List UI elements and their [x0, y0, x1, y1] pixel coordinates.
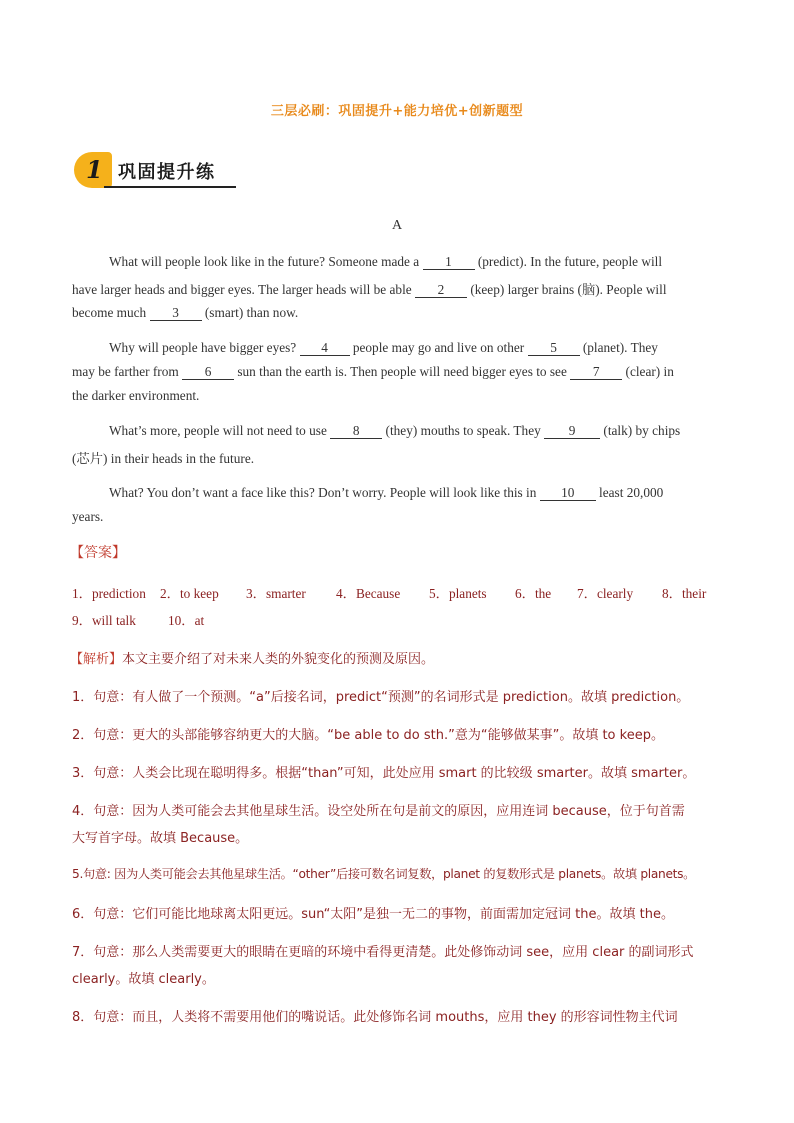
- passage-text: (talk) by chips: [600, 423, 681, 438]
- answer-item: 5．planets: [429, 586, 487, 601]
- section-header: [74, 152, 236, 188]
- passage-text: (predict). In the future, people will: [474, 254, 663, 269]
- passage-text: (keep) larger brains (脑). People will: [467, 282, 667, 297]
- answer-item: 3．smarter: [246, 586, 306, 601]
- blank-7: 7: [570, 364, 622, 380]
- answer-item: 6．the: [515, 586, 552, 601]
- blank-9: 9: [544, 423, 600, 439]
- passage-text: Why will people have bigger eyes?: [109, 340, 300, 355]
- passage-text: (clear) in: [622, 364, 674, 379]
- explanation-intro: 本文主要介绍了对未来人类的外貌变化的预测及原因。: [122, 652, 435, 667]
- answer-item: 4．Because: [336, 586, 401, 601]
- section-underline: [104, 186, 236, 188]
- passage-text: What will people look like in the future? Someone made a: [109, 254, 423, 269]
- answer-item: 9．will talk: [72, 613, 136, 628]
- blank-10: 10: [540, 485, 596, 501]
- blank-5: 5: [528, 340, 580, 356]
- passage-line: [109, 340, 658, 356]
- blank-1: 1: [423, 254, 475, 270]
- answers-row: [72, 583, 706, 602]
- passage-line: [72, 305, 298, 321]
- explanation-line: 5.句意: 因为人类可能会去其他星球生活。“other”后接可数名词复数，planet 的复数形式是 planets。故填 planets。: [72, 867, 696, 881]
- blank-3: 3: [150, 305, 202, 321]
- passage-line: [109, 423, 680, 439]
- passage-text: (planet). They: [579, 340, 658, 355]
- passage-text: sun than the earth is. Then people will need bigger eyes to see: [234, 364, 571, 379]
- explanation-line: 7．句意：那么人类需要更大的眼睛在更暗的环境中看得更清楚。此处修饰动词 see，应用 clear 的副词形式: [72, 945, 694, 960]
- passage-text: people may go and live on other: [349, 340, 528, 355]
- passage-line: [72, 364, 674, 380]
- passage-text: (they) mouths to speak. They: [382, 423, 545, 438]
- passage-text: (smart) than now.: [201, 305, 299, 320]
- answer-item: 8．their: [662, 586, 707, 601]
- explanation-line: 大写首字母。故填 Because。: [72, 831, 249, 846]
- blank-2: 2: [415, 282, 467, 298]
- explanation-tag: 【解析】: [70, 652, 123, 667]
- explanation-line: 1．句意：有人做了一个预测。“a”后接名词，predict“预测”的名词形式是 prediction。故填 prediction。: [72, 690, 690, 705]
- explanation-line: clearly。故填 clearly。: [72, 972, 215, 987]
- explanation-line: 2．句意：更大的头部能够容纳更大的大脑。“be able to do sth.”意为“能够做某事”。故填 to keep。: [72, 728, 664, 743]
- answer-item: 10．at: [168, 613, 205, 628]
- passage-line: years.: [72, 509, 104, 524]
- section-label: 巩固提升练: [118, 162, 216, 183]
- explanation-line: 3．句意：人类会比现在聪明得多。根据“than”可知，此处应用 smart 的比较级 smarter。故填 smarter。: [72, 766, 696, 781]
- passage-text: least 20,000: [595, 485, 664, 500]
- passage-text: have larger heads and bigger eyes. The larger heads will be able: [72, 282, 415, 297]
- passage-text: may be farther from: [72, 364, 183, 379]
- explanation-line: 4．句意：因为人类可能会去其他星球生活。设空处所在句是前文的原因，应用连词 because，位于句首需: [72, 804, 685, 819]
- answer-item: 1．prediction: [72, 586, 146, 601]
- passage-heading: A: [391, 218, 403, 233]
- passage-line: (芯片) in their heads in the future.: [72, 451, 255, 466]
- answers-row: [72, 610, 204, 629]
- passage-text: become much: [72, 305, 150, 320]
- blank-6: 6: [182, 364, 234, 380]
- section-number-badge: [74, 152, 112, 188]
- explanation-intro-line: [70, 648, 434, 667]
- explanation-line: 6．句意：它们可能比地球离太阳更远。sun“太阳”是独一无二的事物，前面需加定冠词 the。故填 the。: [72, 907, 674, 922]
- answer-item: 7．clearly: [577, 586, 634, 601]
- passage-line: the darker environment.: [72, 388, 200, 403]
- blank-4: 4: [300, 340, 350, 356]
- passage-text: What? You don’t want a face like this? Don’t worry. People will look like this in: [109, 485, 540, 500]
- passage-text: What’s more, people will not need to use: [109, 423, 331, 438]
- passage-line: [109, 485, 663, 501]
- blank-8: 8: [330, 423, 382, 439]
- passage-line: [72, 279, 667, 298]
- passage-line: [109, 254, 662, 270]
- section-number: 1: [86, 155, 103, 184]
- page-title: 三层必刷：巩固提升+能力培优+创新题型: [270, 104, 524, 119]
- answer-item: 2．to keep: [160, 586, 219, 601]
- answers-heading: 【答案】: [70, 545, 126, 561]
- explanation-line: 8．句意：而且，人类将不需要用他们的嘴说话。此处修饰名词 mouths，应用 they 的形容词性物主代词: [72, 1010, 678, 1025]
